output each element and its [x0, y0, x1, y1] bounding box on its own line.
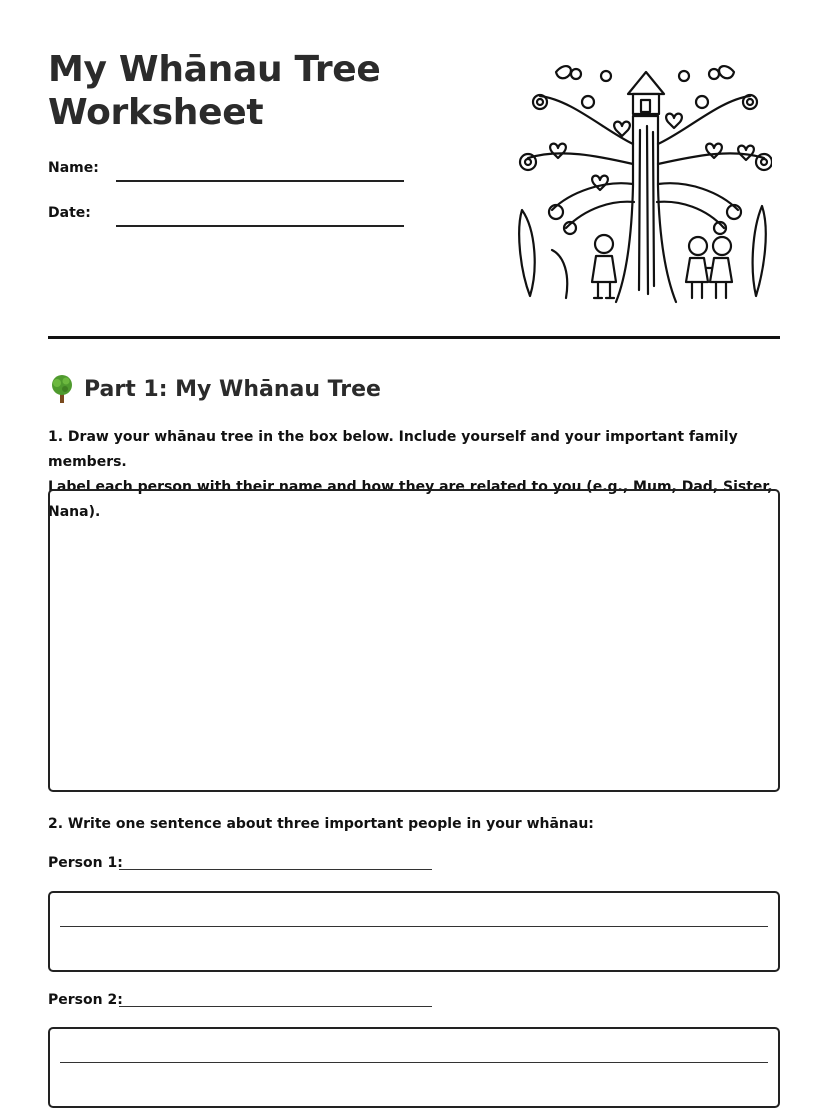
tree-icon — [48, 374, 76, 404]
title-line-1: My Whānau Tree — [48, 49, 381, 90]
person-1-sentence-box[interactable] — [48, 891, 780, 972]
person-2-name-field[interactable] — [119, 1006, 432, 1007]
person-1-label: Person 1: — [48, 855, 123, 871]
part1-heading — [48, 374, 381, 404]
question-1-line-2: Label each person with their name and how they are related to you (e.g., Mum, Dad, Sister, Nana). — [48, 479, 773, 520]
person-2-sentence-box[interactable] — [48, 1027, 780, 1108]
question-2: 2. Write one sentence about three important people in your whānau: — [48, 816, 594, 832]
writing-line — [60, 926, 768, 927]
worksheet-title — [48, 48, 381, 134]
title-line-2: Worksheet — [48, 92, 264, 133]
name-field[interactable] — [116, 180, 404, 182]
person-2-label: Person 2: — [48, 992, 123, 1008]
date-field[interactable] — [116, 225, 404, 227]
header-divider — [48, 336, 780, 339]
part1-title: Part 1: My Whānau Tree — [84, 376, 381, 402]
question-1-line-1: 1. Draw your whānau tree in the box below. Include yourself and your important family members. — [48, 429, 738, 470]
person-1-name-field[interactable] — [119, 869, 432, 870]
date-label: Date: — [48, 205, 91, 221]
name-label: Name: — [48, 160, 99, 176]
writing-line — [60, 1062, 768, 1063]
whanau-tree-illustration — [512, 60, 772, 308]
drawing-box[interactable] — [48, 489, 780, 792]
